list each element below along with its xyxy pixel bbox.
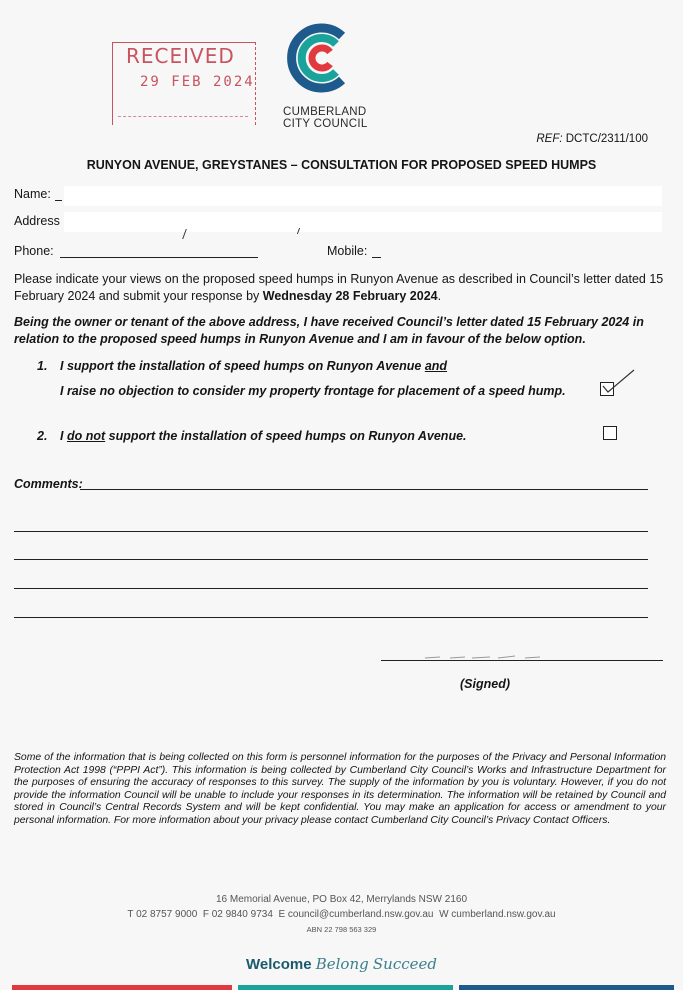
received-stamp-date: 29 FEB 2024 xyxy=(140,74,255,90)
owner-statement: Being the owner or tenant of the above address, I have received Council’s letter dated 15 February 2024 in relation to the proposed speed humps in Runyon Avenue and I am in favour of the below option. xyxy=(14,315,644,346)
address-label: Address xyxy=(14,214,60,228)
tagline-welcome: Welcome xyxy=(245,956,312,973)
name-field-redacted[interactable] xyxy=(64,186,662,206)
phone-label: Phone: xyxy=(14,244,54,258)
intro-end: . xyxy=(437,289,442,303)
signature-scribble xyxy=(420,652,570,662)
comments-line[interactable] xyxy=(14,559,648,560)
phone-prefix: T xyxy=(127,909,134,920)
option-1-line2: I raise no objection to consider my property frontage for placement of a speed hump. xyxy=(60,384,566,398)
address-field-redacted[interactable] xyxy=(64,212,662,232)
document-title: RUNYON AVENUE, GREYSTANES – CONSULTATION FOR PROPOSED SPEED HUMPS xyxy=(86,158,597,172)
mobile-label: Mobile: xyxy=(327,244,368,258)
council-name xyxy=(283,106,368,130)
footer-email: council@cumberland.nsw.gov.au xyxy=(287,909,434,920)
comments-line[interactable] xyxy=(14,617,648,618)
option-1-text: I support the installation of speed humps on Runyon Avenue xyxy=(60,359,425,373)
received-stamp: RECEIVED xyxy=(126,44,235,68)
footer-bar-teal xyxy=(238,985,453,990)
option-1-and: and xyxy=(424,359,448,373)
footer-address: 16 Memorial Avenue, PO Box 42, Merrylands NSW 2160 xyxy=(215,894,468,905)
comments-label: Comments: xyxy=(14,477,83,491)
fax-prefix: F xyxy=(202,909,209,920)
option-2-checkbox[interactable] xyxy=(603,426,617,440)
name-field-line xyxy=(55,199,62,201)
council-name-line2: CITY COUNCIL xyxy=(283,118,368,130)
council-name-line1: CUMBERLAND xyxy=(283,106,367,118)
ref-value: DCTC/2311/100 xyxy=(565,133,648,145)
footer-website: cumberland.nsw.gov.au xyxy=(451,909,556,920)
intro-text: Please indicate your views on the proposed speed humps in Runyon Avenue as described in Council’s letter dated 15 February 2024 and submit your response by xyxy=(14,272,664,303)
option-2-number: 2. xyxy=(37,429,48,443)
comments-line[interactable] xyxy=(14,531,648,532)
option-1-line1 xyxy=(60,359,447,373)
phone-field[interactable] xyxy=(60,256,258,258)
option-2-post: support the installation of speed humps on Runyon Avenue. xyxy=(105,429,467,443)
tagline xyxy=(0,955,683,973)
tagline-belong: Belong xyxy=(315,955,369,973)
name-label: Name: xyxy=(14,187,51,201)
cumberland-logo-icon xyxy=(284,22,356,94)
checkmark-icon xyxy=(598,366,638,396)
footer-bar-blue xyxy=(459,985,674,990)
comments-line[interactable] xyxy=(14,588,648,589)
footer-bar-red xyxy=(12,985,232,990)
intro-deadline: Wednesday 28 February 2024 xyxy=(262,289,438,303)
footer-fax: 02 9840 9734 xyxy=(211,909,273,920)
option-1-number: 1. xyxy=(37,359,48,373)
option-2-pre: I xyxy=(60,429,67,443)
stamp-divider xyxy=(118,116,248,117)
web-prefix: W xyxy=(439,909,449,920)
mobile-field[interactable] xyxy=(372,256,381,258)
intro-paragraph xyxy=(14,271,670,305)
footer-phone: 02 8757 9000 xyxy=(136,909,198,920)
option-2-text xyxy=(60,429,467,443)
signed-label: (Signed) xyxy=(460,677,510,691)
email-prefix: E xyxy=(278,909,286,920)
footer-abn: ABN 22 798 563 329 xyxy=(306,925,377,934)
tagline-succeed: Succeed xyxy=(372,955,438,973)
privacy-notice: Some of the information that is being collected on this form is personnel information for the purposes of the Privacy and Personal Information Protection Act 1998 (“PPPI Act”). This information is being collected by Cumberland City Council’s Works and Infrastructure Department for the purposes of ensuring the accuracy of responses to this survey. The supply of the information by you is voluntary. However, if you do not provide the information Council will be unable to include your responses in its determination. The information will be retained by Council and stored in Council’s Central Records System and will be kept confidential. You may make an application for access or amendment to your personal information. For more information about your privacy please contact Cumberland City Council’s Privacy Contact Officers. xyxy=(14,752,666,826)
reference-number xyxy=(536,133,648,145)
option-2-do-not: do not xyxy=(66,429,106,443)
ref-label: REF: xyxy=(536,133,563,145)
comments-line[interactable] xyxy=(80,489,648,490)
footer-contacts xyxy=(0,909,683,920)
